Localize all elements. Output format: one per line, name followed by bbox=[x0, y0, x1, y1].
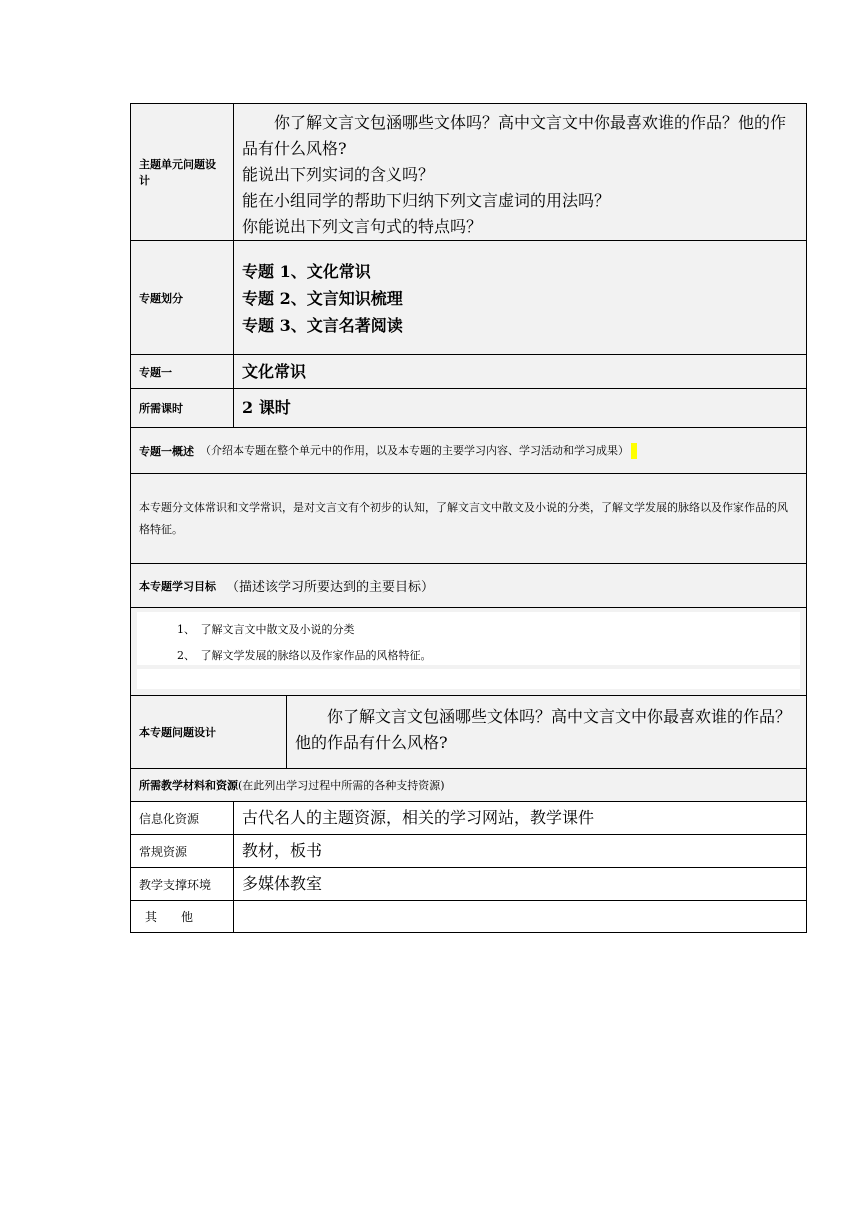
goals-header bbox=[131, 564, 806, 607]
topics-label: 专题划分 bbox=[131, 241, 234, 354]
overview-note: （介绍本专题在整个单元中的作用，以及本专题的主要学习内容、学习活动和学习成果） bbox=[200, 443, 629, 457]
topics-row bbox=[131, 241, 806, 355]
unit-question-row bbox=[131, 104, 806, 241]
goals-label: 本专题学习目标 bbox=[139, 579, 216, 593]
goals-body-row bbox=[131, 608, 806, 696]
highlight-mark bbox=[631, 443, 637, 459]
topic-question-value: 你了解文言文包涵哪些文体吗？高中文言文中你最喜欢谁的作品？他的作品有什么风格? bbox=[295, 707, 792, 752]
resource-label: 教学支撑环境 bbox=[131, 868, 234, 900]
topic-question-label: 本专题问题设计 bbox=[131, 696, 287, 768]
unit-question-label: 主题单元问题设计 bbox=[131, 104, 234, 240]
resource-row bbox=[131, 802, 806, 835]
goal-item: 2、 了解文学发展的脉络以及作家作品的风格特征。 bbox=[177, 649, 432, 662]
goals-note: （描述该学习所要达到的主要目标） bbox=[226, 580, 435, 595]
hours-value: 2 课时 bbox=[242, 398, 291, 417]
unit-question-content bbox=[234, 104, 806, 240]
resource-row bbox=[131, 868, 806, 901]
resource-row bbox=[131, 835, 806, 868]
materials-label: 所需教学材料和资源 bbox=[139, 779, 238, 792]
materials-row bbox=[131, 769, 806, 802]
unit-question-line: 能说出下列实词的含义吗？ bbox=[242, 165, 435, 184]
overview-header bbox=[131, 428, 806, 473]
hours-label: 所需课时 bbox=[131, 389, 234, 427]
hours-row bbox=[131, 389, 806, 428]
lesson-plan-table bbox=[130, 103, 807, 933]
unit-question-line: 能在小组同学的帮助下归纳下列文言虚词的用法吗？ bbox=[242, 191, 611, 210]
goals-spacer bbox=[137, 669, 800, 689]
resource-value bbox=[234, 901, 806, 932]
resource-value: 多媒体教室 bbox=[242, 874, 323, 893]
goals-header-row bbox=[131, 564, 806, 608]
unit-question-line: 你了解文言文包涵哪些文体吗？高中文言文中你最喜欢谁的作品？他的作品有什么风格? bbox=[242, 113, 787, 158]
overview-body: 本专题分文体常识和文学常识，是对文言文有个初步的认知，了解文言文中散文及小说的分类，了解文学发展的脉络以及作家作品的风格特征。 bbox=[139, 500, 788, 536]
topic-item: 专题 1、文化常识 bbox=[242, 262, 371, 281]
materials-header bbox=[131, 769, 806, 801]
topic-question-row bbox=[131, 696, 806, 769]
overview-label: 专题一概述 bbox=[139, 444, 194, 458]
resource-label: 其 他 bbox=[131, 901, 234, 932]
overview-header-row bbox=[131, 428, 806, 474]
topics-content bbox=[234, 241, 806, 354]
materials-note: (在此列出学习过程中所需的各种支持资源) bbox=[238, 779, 445, 792]
topic-one-row bbox=[131, 355, 806, 389]
topic-one-label: 专题一 bbox=[131, 355, 234, 388]
overview-body-row bbox=[131, 474, 806, 564]
topic-one-value: 文化常识 bbox=[242, 361, 307, 381]
topic-item: 专题 2、文言知识梳理 bbox=[242, 289, 403, 308]
resource-label: 信息化资源 bbox=[131, 802, 234, 834]
resource-label: 常规资源 bbox=[131, 835, 234, 867]
resource-value: 古代名人的主题资源，相关的学习网站，教学课件 bbox=[242, 808, 595, 827]
goals-list bbox=[137, 612, 800, 665]
goal-item: 1、 了解文言文中散文及小说的分类 bbox=[177, 623, 355, 636]
topic-item: 专题 3、文言名著阅读 bbox=[242, 316, 403, 335]
unit-question-line: 你能说出下列文言句式的特点吗？ bbox=[242, 217, 483, 236]
resource-row bbox=[131, 901, 806, 933]
resource-value: 教材，板书 bbox=[242, 841, 323, 860]
